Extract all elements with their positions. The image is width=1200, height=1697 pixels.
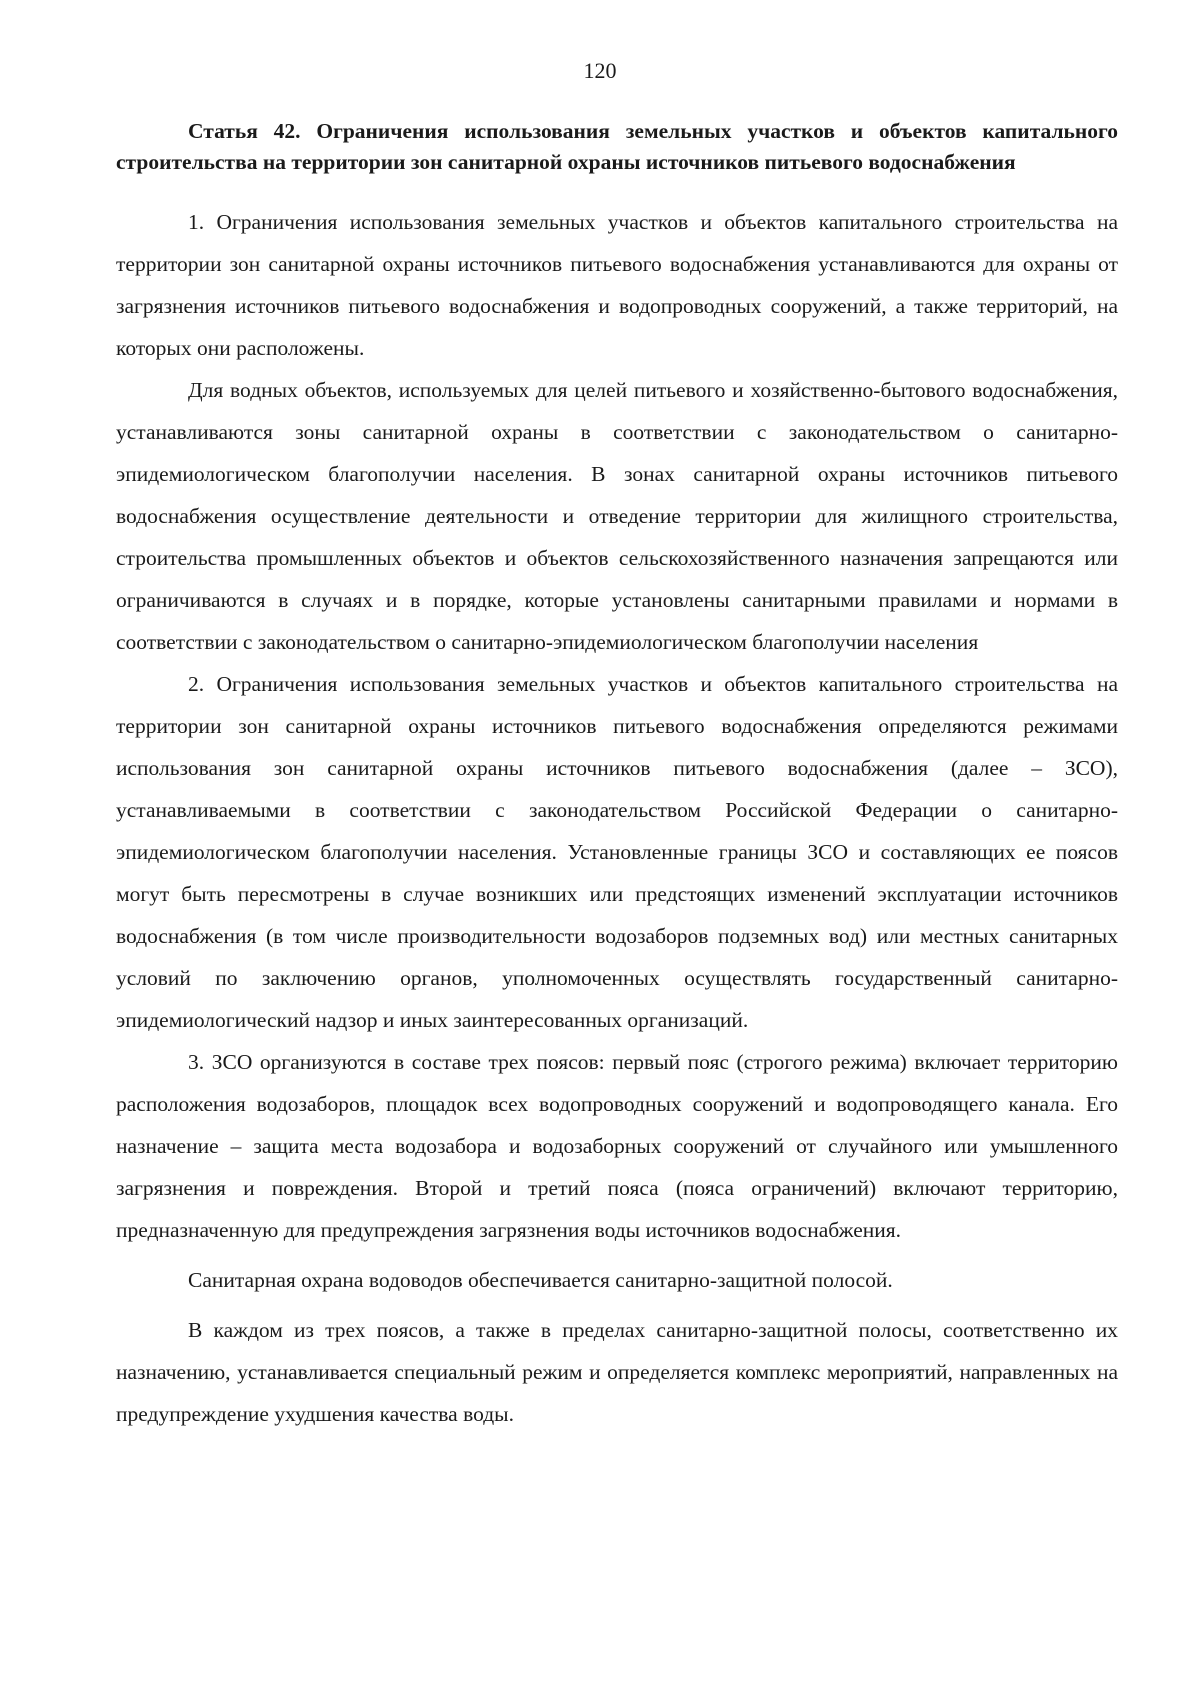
paragraph-5: Санитарная охрана водоводов обеспечивается санитарно-защитной полосой.: [188, 1268, 893, 1292]
paragraph-6: В каждом из трех поясов, а также в пределах санитарно-защитной полосы, соответственно их назначению, устанавливается специальный режим и определяется комплекс мероприятий, направленных на предупреждение ухудшения качества воды.: [116, 1318, 1118, 1426]
paragraph-3: 2. Ограничения использования земельных участков и объектов капитального строительства на территории зон санитарной охраны источников питьевого водоснабжения определяются режимами использования зон санитарной охраны источников питьевого водоснабжения (далее – ЗСО), устанавливаемыми в соответствии с законодательством Российской Федерации о санитарно-эпидемиологическом благополучии населения. Установленные границы ЗСО и составляющих ее поясов могут быть пересмотрены в случае возникших или предстоящих изменений эксплуатации источников водоснабжения (в том числе производительности водозаборов подземных вод) или местных санитарных условий по заключению органов, уполномоченных осуществлять государственный санитарно-эпидемиологический надзор и иных заинтересованных организаций.: [116, 672, 1118, 1032]
article-title: Статья 42. Ограничения использования земельных участков и объектов капитального строительства на территории зон санитарной охраны источников питьевого водоснабжения: [116, 119, 1118, 174]
paragraph-1: 1. Ограничения использования земельных участков и объектов капитального строительства на территории зон санитарной охраны источников питьевого водоснабжения устанавливаются для охраны от загрязнения источников питьевого водоснабжения и водопроводных сооружений, а также территорий, на которых они расположены.: [116, 210, 1118, 360]
paragraph-4: 3. ЗСО организуются в составе трех поясов: первый пояс (строгого режима) включает территорию расположения водозаборов, площадок всех водопроводных сооружений и водопроводящего канала. Его назначение – защита места водозабора и водозаборных сооружений от случайного или умышленного загрязнения и повреждения. Второй и третий пояса (пояса ограничений) включают территорию, предназначенную для предупреждения загрязнения воды источников водоснабжения.: [116, 1050, 1118, 1242]
paragraph-2: Для водных объектов, используемых для целей питьевого и хозяйственно-бытового водоснабжения, устанавливаются зоны санитарной охраны в соответствии с законодательством о санитарно-эпидемиологическом благополучии населения. В зонах санитарной охраны источников питьевого водоснабжения осуществление деятельности и отведение территории для жилищного строительства, строительства промышленных объектов и объектов сельскохозяйственного назначения запрещаются или ограничиваются в случаях и в порядке, которые установлены санитарными правилами и нормами в соответствии с законодательством о санитарно-эпидемиологическом благополучии населения: [116, 378, 1118, 654]
article-body: [116, 116, 1118, 1435]
page-number: 120: [583, 58, 617, 83]
